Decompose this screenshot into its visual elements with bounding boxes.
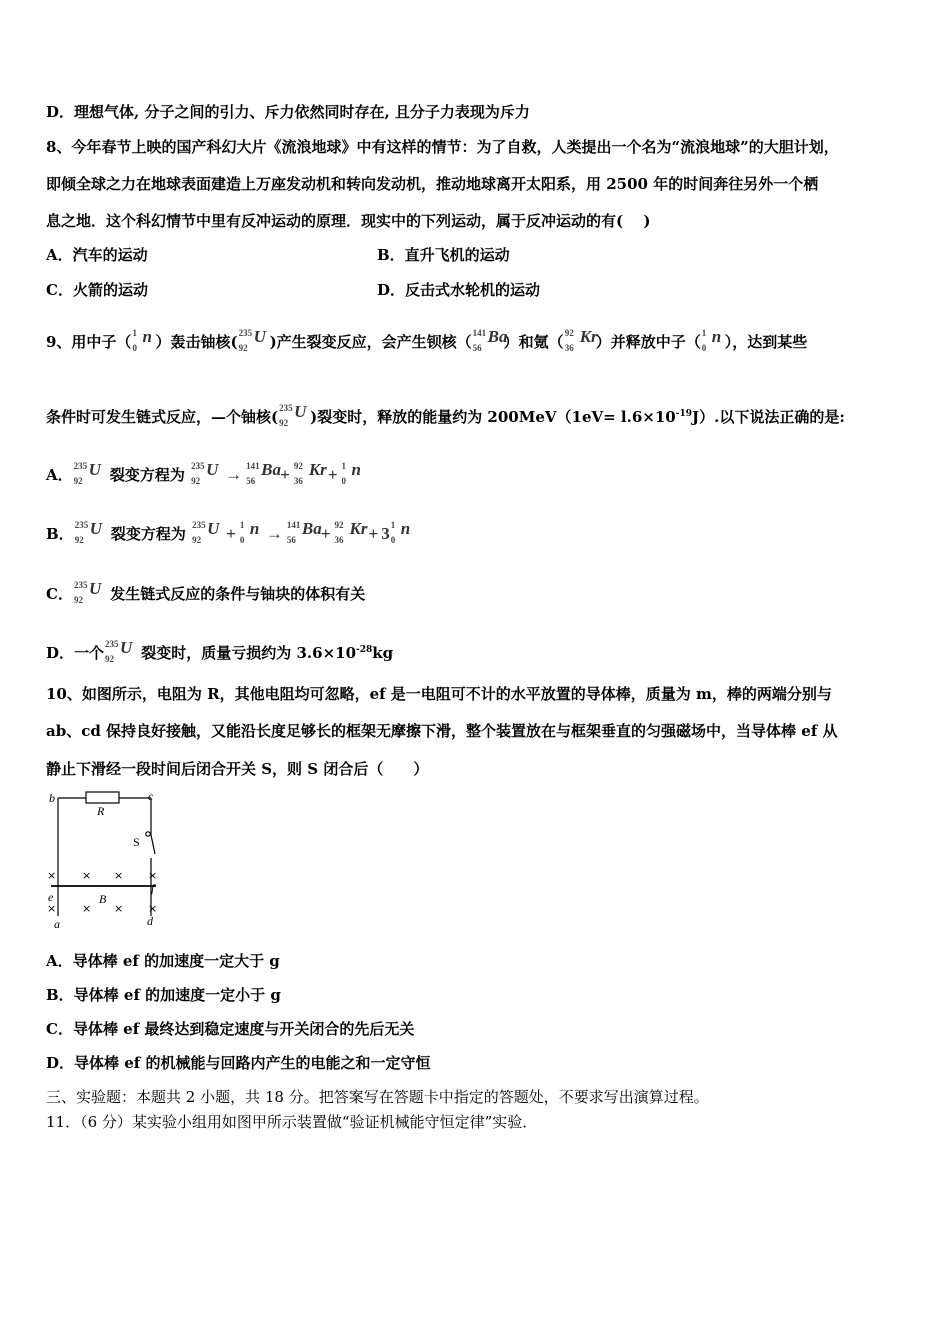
svg-text:×: ×	[148, 902, 158, 915]
q10-option-b: B．导体棒 ef 的加速度一定小于 g	[46, 986, 281, 1004]
q10-option-a: A．导体棒 ef 的加速度一定大于 g	[46, 952, 280, 970]
svg-text:f: f	[151, 881, 155, 895]
fission-equation-b: 235 92 U + 1 0 n → 141 56 Ba + 92 36 Kr + 3 1 0 n	[192, 519, 411, 545]
svg-text:×: ×	[114, 869, 124, 882]
neutron-nuclide: 1 0 n	[132, 327, 152, 353]
barium-nuclide: 141 56 Ba	[472, 327, 508, 353]
q8-line-3: 息之地．这个科幻情节中里有反冲运动的原理．现实中的下列运动，属于反冲运动的有( )	[46, 212, 651, 230]
q9-option-d: D．一个 235 92 U 裂变时，质量亏损约为 $3.6\times 10^{-28}kg$	[46, 638, 394, 664]
q11-text: 11．（6 分）某实验小组用如图甲所示装置做“验证机械能守恒定律”实验．	[46, 1113, 538, 1131]
q9-option-b: B． 235 92 U 裂变方程为 235 92 U + 1 0 n → 141 56 Ba + 92 36 Kr + 3 1 0 n	[46, 517, 414, 544]
svg-text:a: a	[54, 917, 60, 930]
svg-text:×: ×	[148, 869, 158, 882]
svg-text:×: ×	[47, 869, 57, 882]
section-3-title: 三、实验题：本题共 2 小题，共 18 分。把答案写在答题卡中指定的答题处，不要求写出演算过程。	[46, 1088, 709, 1106]
fission-equation-a: 235 92 U → 141 56 Ba + 92 36 Kr + 1 0 n	[191, 460, 361, 486]
svg-text:S: S	[133, 835, 140, 849]
q10-line-2: ab、cd 保持良好接触，又能沿长度足够长的框架无摩擦下滑，整个装置放在与框架垂直的匀强磁场中，当导体棒 ef 从	[46, 722, 838, 740]
neutron-nuclide: 1 0 n	[701, 327, 722, 353]
svg-text:×: ×	[82, 869, 92, 882]
svg-text:c: c	[148, 789, 154, 803]
svg-text:B: B	[99, 892, 107, 906]
q9-line-1: 9、用中子（ 1 0 n ）轰击铀核( 235 92 U )产生裂变反应，会产生钡核（ 141 56 Ba ）和氪（ 92 36 Kr ）并释放中子（ 1 0 n ），达到某些	[46, 327, 808, 353]
switch-blade	[151, 835, 155, 854]
resistor	[86, 792, 119, 803]
uranium-nuclide: 235 92 U	[279, 402, 307, 428]
q10-line-3: 静止下滑经一段时间后闭合开关 S，则 S 闭合后（ ）	[46, 760, 429, 778]
svg-text:R: R	[97, 804, 105, 818]
circuit-figure	[44, 788, 174, 930]
q8-option-d: D．反击式水轮机的运动	[377, 281, 541, 299]
q8-line-2: 即倾全球之力在地球表面建造上万座发动机和转向发动机，推动地球离开太阳系，用 2500 年的时间奔往另外一个栖	[46, 175, 819, 193]
q10-option-c: C．导体棒 ef 最终达到稳定速度与开关闭合的先后无关	[46, 1020, 415, 1038]
q10-option-d: D．导体棒 ef 的机械能与回路内产生的电能之和一定守恒	[46, 1054, 431, 1072]
uranium-nuclide: 235 92 U	[238, 327, 266, 353]
q9-option-a: A． 235 92 U 裂变方程为 235 92 U → 141 56 Ba + 92 36 Kr + 1 0 n	[46, 458, 365, 485]
svg-text:b: b	[49, 791, 55, 805]
svg-text:×: ×	[114, 902, 124, 915]
krypton-nuclide: 92 36 Kr	[564, 327, 598, 353]
q8-option-b: B．直升飞机的运动	[377, 246, 510, 264]
q7-option-d: D．理想气体, 分子之间的引力、斥力依然同时存在, 且分子力表现为斥力	[46, 103, 530, 121]
q8-option-c: C．火箭的运动	[46, 281, 148, 299]
q9-line-2: 条件时可发生链式反应，—个铀核( 235 92 U )裂变时，释放的能量约为 $200MeV(1eV= l.6\times 10^{-19}J)$.以下说法正确的是:	[46, 402, 845, 428]
svg-text:×: ×	[47, 902, 57, 915]
q8-line-1: 8、今年春节上映的国产科幻大片《流浪地球》中有这样的情节：为了自救，人类提出一个名为“流浪地球”的大胆计划，	[46, 138, 839, 156]
svg-text:×: ×	[82, 902, 92, 915]
q10-line-1: 10、如图所示，电阻为 R，其他电阻均可忽略，ef 是一电阻可不计的水平放置的导体棒，质量为 m，棒的两端分别与	[46, 685, 832, 703]
q9-option-c: C． 235 92 U 发生链式反应的条件与铀块的体积有关	[46, 579, 366, 605]
svg-text:e: e	[48, 890, 54, 904]
svg-text:d: d	[147, 914, 153, 928]
q8-option-a: A．汽车的运动	[46, 246, 148, 264]
